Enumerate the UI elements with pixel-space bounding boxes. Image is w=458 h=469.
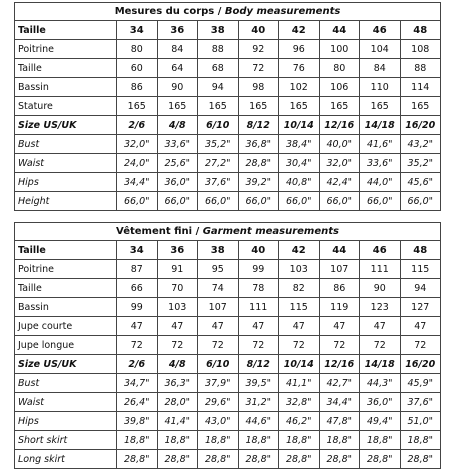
cell-value: 18,8" [117,431,158,450]
table-row [15,154,441,173]
cell-value: 108 [400,40,441,59]
cell-value: 165 [400,97,441,116]
row-label: Stature [15,97,117,116]
cell-value: 40,8" [279,173,320,192]
cell-value: 36,3" [157,374,198,393]
cell-value: 66,0" [198,192,239,211]
cell-value: 40,0" [319,135,360,154]
cell-value: 45,9" [400,374,441,393]
row-label: Poitrine [15,260,117,279]
table-title [15,3,441,21]
table-row [15,450,441,469]
cell-value: 26,4" [117,393,158,412]
cell-value: 24,0" [117,154,158,173]
row-label: Jupe courte [15,317,117,336]
cell-value: 49,4" [360,412,401,431]
cell-value: 106 [319,78,360,97]
size-header-cell: 42 [279,241,320,260]
size-header-cell: 42 [279,21,320,40]
cell-value: 28,8" [238,450,279,469]
cell-value: 90 [157,78,198,97]
size-header-cell: 38 [198,21,239,40]
table-row [15,40,441,59]
cell-value: 47 [319,317,360,336]
cell-value: 47 [198,317,239,336]
cell-value: 72 [319,336,360,355]
cell-value: 32,0" [117,135,158,154]
cell-value: 47 [117,317,158,336]
cell-value: 39,2" [238,173,279,192]
row-label: Taille [15,279,117,298]
cell-value: 41,6" [360,135,401,154]
row-label: Bust [15,135,117,154]
cell-value: 18,8" [319,431,360,450]
us-size-header-cell: 12/16 [319,355,360,374]
us-size-header-cell: 10/14 [279,116,320,135]
cell-value: 70 [157,279,198,298]
cell-value: 165 [157,97,198,116]
size-header-cell: 34 [117,21,158,40]
cell-value: 78 [238,279,279,298]
row-label: Jupe longue [15,336,117,355]
table-row [15,59,441,78]
cell-value: 47 [279,317,320,336]
size-header-cell: 36 [157,241,198,260]
cell-value: 98 [238,78,279,97]
size-header-cell: 34 [117,241,158,260]
cell-value: 92 [238,40,279,59]
cell-value: 66,0" [279,192,320,211]
table-row [15,298,441,317]
cell-value: 46,2" [279,412,320,431]
cell-value: 47 [157,317,198,336]
table-row [15,317,441,336]
cell-value: 76 [279,59,320,78]
cell-value: 28,8" [400,450,441,469]
cell-value: 94 [198,78,239,97]
us-size-header-row [15,116,441,135]
table-row [15,393,441,412]
table-title [15,223,441,241]
row-label: Bassin [15,298,117,317]
row-label: Hips [15,173,117,192]
us-size-header-row [15,355,441,374]
cell-value: 34,4" [319,393,360,412]
cell-value: 18,8" [238,431,279,450]
size-header-cell: 38 [198,241,239,260]
cell-value: 66,0" [117,192,158,211]
cell-value: 66,0" [157,192,198,211]
cell-value: 107 [319,260,360,279]
size-header-cell: 46 [360,21,401,40]
cell-value: 44,6" [238,412,279,431]
cell-value: 107 [198,298,239,317]
row-label: Height [15,192,117,211]
table-row [15,336,441,355]
cell-value: 42,7" [319,374,360,393]
us-size-header-cell: 10/14 [279,355,320,374]
cell-value: 66,0" [238,192,279,211]
cell-value: 39,8" [117,412,158,431]
cell-value: 110 [360,78,401,97]
cell-value: 28,8" [117,450,158,469]
cell-value: 64 [157,59,198,78]
us-size-header-cell: 16/20 [400,116,441,135]
cell-value: 34,7" [117,374,158,393]
cell-value: 103 [279,260,320,279]
cell-value: 74 [198,279,239,298]
cell-value: 32,8" [279,393,320,412]
cell-value: 39,5" [238,374,279,393]
cell-value: 41,4" [157,412,198,431]
row-label: Short skirt [15,431,117,450]
table-row [15,374,441,393]
cell-value: 47 [400,317,441,336]
us-size-header-label: Size US/UK [15,355,117,374]
cell-value: 165 [117,97,158,116]
cell-value: 43,0" [198,412,239,431]
cell-value: 66 [117,279,158,298]
cell-value: 33,6" [157,135,198,154]
cell-value: 36,8" [238,135,279,154]
us-size-header-cell: 4/8 [157,355,198,374]
cell-value: 43,2" [400,135,441,154]
cell-value: 28,0" [157,393,198,412]
cell-value: 123 [360,298,401,317]
table-row [15,431,441,450]
cell-value: 104 [360,40,401,59]
us-size-header-cell: 14/18 [360,355,401,374]
cell-value: 72 [198,336,239,355]
cell-value: 18,8" [198,431,239,450]
cell-value: 34,4" [117,173,158,192]
cell-value: 82 [279,279,320,298]
cell-value: 36,0" [157,173,198,192]
cell-value: 72 [238,59,279,78]
cell-value: 84 [157,40,198,59]
size-header-cell: 46 [360,241,401,260]
row-label: Taille [15,59,117,78]
cell-value: 119 [319,298,360,317]
cell-value: 68 [198,59,239,78]
table-row [15,260,441,279]
cell-value: 18,8" [400,431,441,450]
cell-value: 18,8" [360,431,401,450]
us-size-header-cell: 4/8 [157,116,198,135]
cell-value: 33,6" [360,154,401,173]
cell-value: 80 [117,40,158,59]
size-header-row [15,21,441,40]
size-header-cell: 36 [157,21,198,40]
row-label: Poitrine [15,40,117,59]
size-header-row [15,241,441,260]
cell-value: 88 [400,59,441,78]
cell-value: 18,8" [157,431,198,450]
cell-value: 47 [360,317,401,336]
cell-value: 47,8" [319,412,360,431]
cell-value: 90 [360,279,401,298]
cell-value: 44,0" [360,173,401,192]
cell-value: 102 [279,78,320,97]
cell-value: 72 [157,336,198,355]
cell-value: 72 [279,336,320,355]
us-size-header-cell: 6/10 [198,355,239,374]
us-size-header-cell: 16/20 [400,355,441,374]
cell-value: 95 [198,260,239,279]
row-label: Waist [15,393,117,412]
cell-value: 44,3" [360,374,401,393]
cell-value: 28,8" [319,450,360,469]
cell-value: 165 [360,97,401,116]
table-row [15,279,441,298]
cell-value: 165 [319,97,360,116]
cell-value: 51,0" [400,412,441,431]
cell-value: 86 [319,279,360,298]
cell-value: 66,0" [319,192,360,211]
cell-value: 66,0" [360,192,401,211]
cell-value: 27,2" [198,154,239,173]
cell-value: 84 [360,59,401,78]
size-header-cell: 44 [319,21,360,40]
table-title-row [15,223,441,241]
cell-value: 35,2" [198,135,239,154]
size-header-cell: 40 [238,21,279,40]
cell-value: 87 [117,260,158,279]
cell-value: 30,4" [279,154,320,173]
cell-value: 45,6" [400,173,441,192]
body-measurements-table [14,2,441,211]
cell-value: 29,6" [198,393,239,412]
table-row [15,97,441,116]
size-header-cell: 44 [319,241,360,260]
size-header-cell: 48 [400,21,441,40]
cell-value: 37,9" [198,374,239,393]
size-header-label: Taille [15,241,117,260]
table-title-row [15,3,441,21]
cell-value: 114 [400,78,441,97]
cell-value: 38,4" [279,135,320,154]
cell-value: 31,2" [238,393,279,412]
us-size-header-cell: 14/18 [360,116,401,135]
table-row [15,192,441,211]
cell-value: 100 [319,40,360,59]
cell-value: 35,2" [400,154,441,173]
row-label: Waist [15,154,117,173]
cell-value: 18,8" [279,431,320,450]
cell-value: 115 [400,260,441,279]
size-header-label: Taille [15,21,117,40]
us-size-header-cell: 6/10 [198,116,239,135]
cell-value: 41,1" [279,374,320,393]
cell-value: 72 [238,336,279,355]
cell-value: 99 [238,260,279,279]
cell-value: 28,8" [238,154,279,173]
cell-value: 165 [238,97,279,116]
cell-value: 47 [238,317,279,336]
cell-value: 96 [279,40,320,59]
us-size-header-cell: 2/6 [117,355,158,374]
cell-value: 42,4" [319,173,360,192]
title-english: Garment measurements [202,226,339,237]
cell-value: 86 [117,78,158,97]
cell-value: 36,0" [360,393,401,412]
cell-value: 88 [198,40,239,59]
cell-value: 91 [157,260,198,279]
us-size-header-cell: 2/6 [117,116,158,135]
row-label: Bassin [15,78,117,97]
cell-value: 60 [117,59,158,78]
cell-value: 72 [360,336,401,355]
cell-value: 37,6" [198,173,239,192]
cell-value: 28,8" [360,450,401,469]
us-size-header-cell: 8/12 [238,116,279,135]
cell-value: 111 [360,260,401,279]
cell-value: 25,6" [157,154,198,173]
cell-value: 37,6" [400,393,441,412]
title-english: Body measurements [224,6,341,17]
cell-value: 165 [279,97,320,116]
cell-value: 103 [157,298,198,317]
table-row [15,135,441,154]
cell-value: 32,0" [319,154,360,173]
cell-value: 127 [400,298,441,317]
cell-value: 28,8" [157,450,198,469]
us-size-header-cell: 8/12 [238,355,279,374]
row-label: Hips [15,412,117,431]
cell-value: 111 [238,298,279,317]
us-size-header-label: Size US/UK [15,116,117,135]
cell-value: 80 [319,59,360,78]
cell-value: 72 [117,336,158,355]
cell-value: 28,8" [198,450,239,469]
size-header-cell: 48 [400,241,441,260]
us-size-header-cell: 12/16 [319,116,360,135]
title-french: Mesures du corps / [114,6,225,17]
table-row [15,173,441,192]
cell-value: 28,8" [279,450,320,469]
cell-value: 99 [117,298,158,317]
table-row [15,78,441,97]
row-label: Long skirt [15,450,117,469]
cell-value: 165 [198,97,239,116]
garment-measurements-table [14,222,441,469]
row-label: Bust [15,374,117,393]
size-header-cell: 40 [238,241,279,260]
cell-value: 115 [279,298,320,317]
cell-value: 94 [400,279,441,298]
title-french: Vêtement fini / [116,226,203,237]
cell-value: 72 [400,336,441,355]
cell-value: 66,0" [400,192,441,211]
table-row [15,412,441,431]
